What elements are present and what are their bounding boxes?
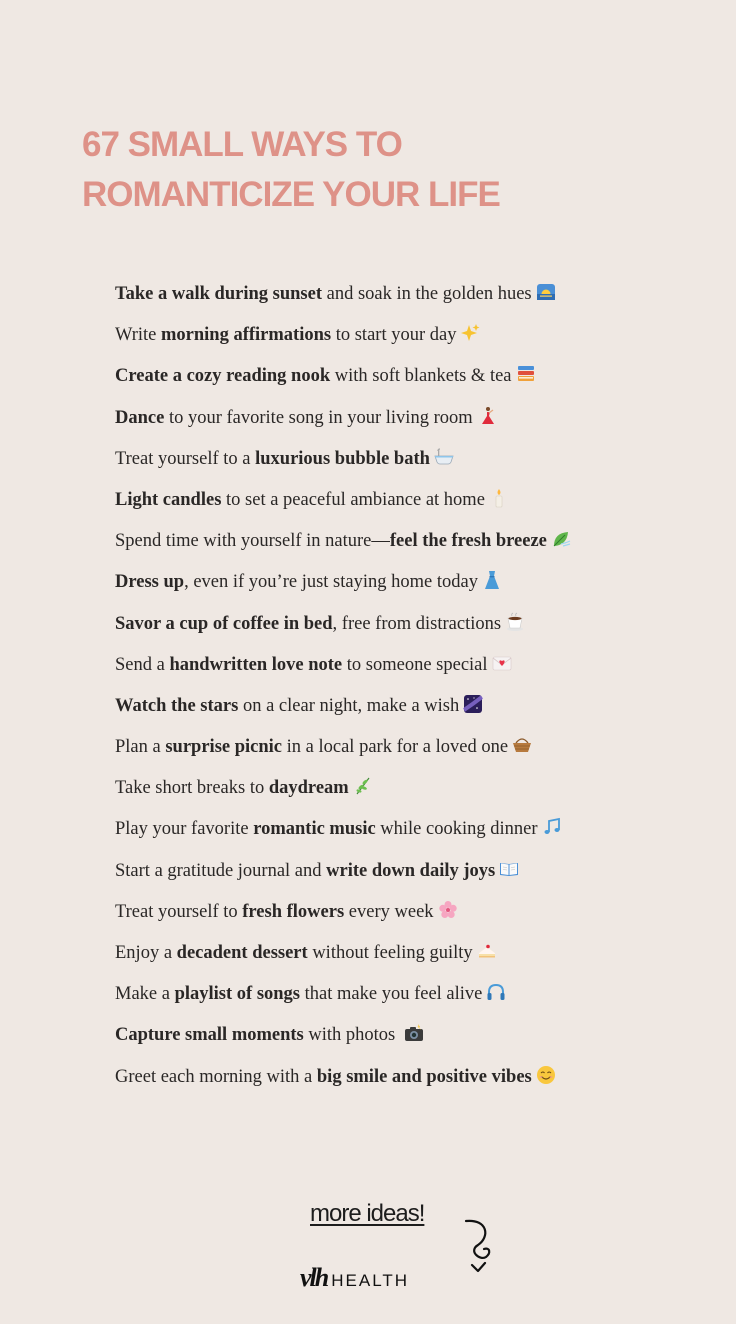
plain-phrase: every week xyxy=(344,901,434,922)
plain-phrase: , free from distractions xyxy=(332,613,502,634)
bold-phrase: Savor a cup of coffee in bed xyxy=(115,613,333,634)
plain-phrase: without feeling guilty xyxy=(307,943,473,963)
bold-phrase: write down daily joys xyxy=(326,860,496,881)
plain-phrase: while cooking dinner xyxy=(375,819,538,840)
more-ideas-link[interactable]: more ideas! xyxy=(310,1200,425,1227)
title-line-1: 67 SMALL WAYS TO xyxy=(82,125,402,164)
dress-icon xyxy=(482,570,502,590)
bold-phrase: Create a cozy reading nook xyxy=(115,366,331,387)
list-item-text xyxy=(115,729,532,765)
leaf-wind-icon xyxy=(551,529,571,549)
love-letter-icon xyxy=(492,653,512,673)
headphones-icon xyxy=(486,982,506,1002)
plain-phrase: with soft blankets & tea xyxy=(330,366,512,387)
bold-phrase: decadent dessert xyxy=(176,943,308,963)
plain-phrase: on a clear night, make a wish xyxy=(238,695,460,716)
plain-phrase: to someone special xyxy=(342,654,488,675)
plain-phrase: in a local park for a loved one xyxy=(282,737,509,758)
coffee-icon xyxy=(505,612,525,632)
plain-phrase: and soak in the golden hues xyxy=(322,284,532,304)
title-line-2: ROMANTICIZE YOUR LIFE xyxy=(82,175,500,214)
bold-phrase: feel the fresh breeze xyxy=(389,531,547,552)
sunrise-icon xyxy=(536,282,556,302)
list-item-text xyxy=(115,606,525,642)
bold-phrase: romantic music xyxy=(253,819,376,840)
list-item-text xyxy=(115,358,536,394)
list-item-text xyxy=(115,441,454,477)
list-item-text xyxy=(115,976,506,1012)
list-item-text xyxy=(115,811,562,847)
bold-phrase: Take a walk during sunset xyxy=(115,284,322,304)
bathtub-icon xyxy=(434,447,454,467)
cake-icon xyxy=(477,941,497,961)
smiling-face-icon xyxy=(536,1065,556,1085)
milky-way-icon xyxy=(463,694,483,714)
logo-word: HEALTH xyxy=(331,1271,410,1290)
basket-icon xyxy=(512,735,532,755)
plain-phrase: Start a gratitude journal and xyxy=(115,860,327,881)
bold-phrase: morning affirmations xyxy=(161,325,332,346)
plain-phrase: Play your favorite xyxy=(115,819,254,840)
list-item-text xyxy=(115,770,373,806)
plain-phrase: to your favorite song in your living room xyxy=(164,407,473,428)
plain-phrase: , even if you’re just staying home today xyxy=(184,572,478,593)
plain-phrase: Treat yourself to xyxy=(115,901,243,922)
plain-phrase: to start your day xyxy=(331,325,457,346)
list-item-text xyxy=(115,1017,424,1053)
herb-icon xyxy=(353,776,373,796)
dancer-icon xyxy=(477,406,497,426)
bold-phrase: luxurious bubble bath xyxy=(255,448,430,469)
open-book-icon xyxy=(499,859,519,879)
bold-phrase: Watch the stars xyxy=(115,695,239,716)
plain-phrase: Greet each morning with a xyxy=(115,1066,317,1087)
logo-mark: vlh xyxy=(300,1263,328,1292)
bold-phrase: Capture small moments xyxy=(115,1025,304,1046)
plain-phrase: Take short breaks to xyxy=(115,778,269,799)
list-item-text xyxy=(115,894,458,930)
bold-phrase: fresh flowers xyxy=(242,901,345,922)
list-item-text xyxy=(115,647,512,683)
list-item-text xyxy=(115,400,497,436)
list-item-text xyxy=(115,564,502,600)
plain-phrase: Spend time with yourself in nature— xyxy=(115,531,390,552)
bold-phrase: Dress up xyxy=(115,572,185,593)
bold-phrase: handwritten love note xyxy=(169,654,343,675)
plain-phrase: Send a xyxy=(115,654,170,675)
bold-phrase: big smile and positive vibes xyxy=(316,1066,532,1087)
vlh-health-logo xyxy=(300,1263,409,1293)
bold-phrase: Light candles xyxy=(115,489,222,510)
list-item-text xyxy=(115,523,571,559)
list-item-text xyxy=(115,688,483,724)
sparkles-icon xyxy=(460,323,480,343)
plain-phrase: with photos xyxy=(303,1025,400,1046)
list-item-text xyxy=(115,482,509,518)
plain-phrase: that make you feel alive xyxy=(300,984,483,1005)
plain-phrase: to set a peaceful ambiance at home xyxy=(221,489,485,510)
bold-phrase: daydream xyxy=(268,778,349,799)
list-item-text xyxy=(115,935,497,971)
curved-arrow-icon xyxy=(458,1215,498,1275)
music-notes-icon xyxy=(542,817,562,837)
plain-phrase: Make a xyxy=(115,984,175,1005)
candle-icon xyxy=(489,488,509,508)
plain-phrase: Write xyxy=(115,325,161,346)
bold-phrase: playlist of songs xyxy=(174,984,301,1005)
bold-phrase: surprise picnic xyxy=(165,737,283,758)
books-icon xyxy=(516,364,536,384)
plain-phrase: Treat yourself to a xyxy=(115,448,256,469)
cherry-blossom-icon xyxy=(438,900,458,920)
list-item-text xyxy=(115,1059,556,1095)
camera-flash-icon xyxy=(404,1023,424,1043)
list-item-text xyxy=(115,853,519,889)
list-item-text xyxy=(115,276,556,312)
plain-phrase: Plan a xyxy=(115,737,166,758)
bold-phrase: Dance xyxy=(115,407,165,428)
plain-phrase: Enjoy a xyxy=(115,943,177,963)
page-title xyxy=(82,120,500,220)
list-item-text xyxy=(115,317,480,353)
